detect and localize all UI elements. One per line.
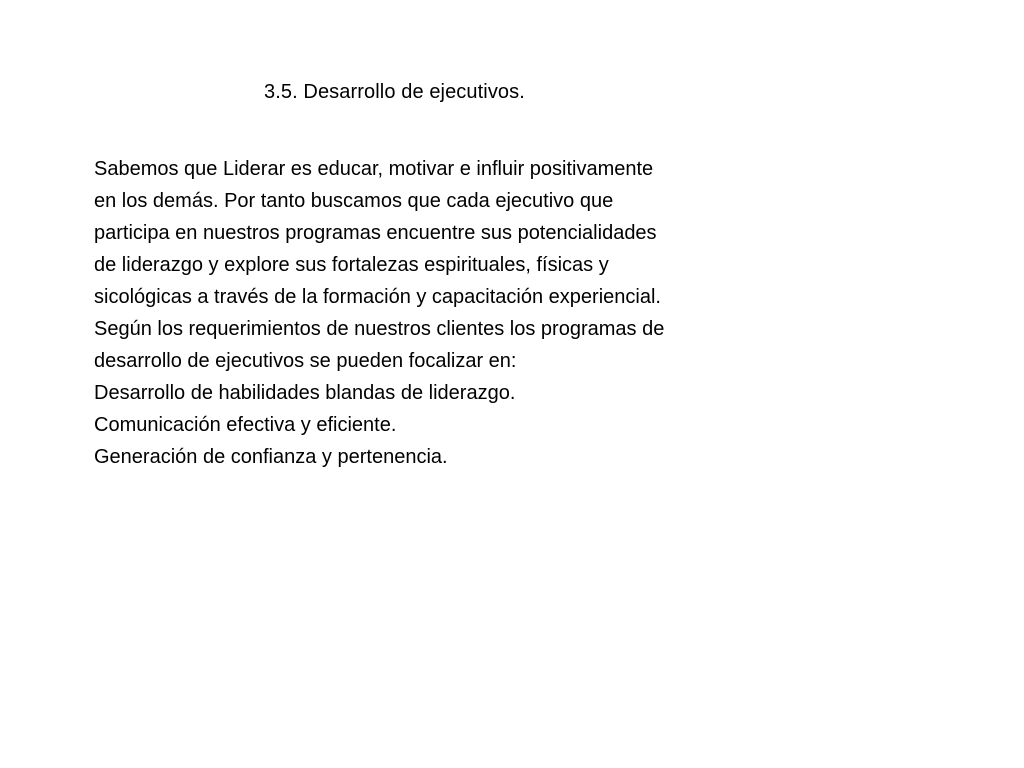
- body-line-1: Sabemos que Liderar es educar, motivar e influir positivamente: [94, 158, 654, 180]
- focus-item-1: Desarrollo de habilidades blandas de liderazgo.: [94, 382, 516, 404]
- focus-item-2: Comunicación efectiva y eficiente.: [94, 414, 397, 436]
- body-line-7: desarrollo de ejecutivos se pueden focalizar en:: [94, 350, 517, 372]
- body-line-4: de liderazgo y explore sus fortalezas espirituales, físicas y: [94, 254, 609, 276]
- slide-title: 3.5. Desarrollo de ejecutivos.: [264, 81, 525, 103]
- focus-item-3: Generación de confianza y pertenencia.: [94, 446, 448, 468]
- body-line-2: en los demás. Por tanto buscamos que cada ejecutivo que: [94, 190, 614, 212]
- slide-body: [94, 153, 794, 473]
- body-line-3: participa en nuestros programas encuentre sus potencialidades: [94, 222, 657, 244]
- body-line-5: sicológicas a través de la formación y capacitación experiencial.: [94, 286, 661, 308]
- body-line-6: Según los requerimientos de nuestros clientes los programas de: [94, 318, 665, 340]
